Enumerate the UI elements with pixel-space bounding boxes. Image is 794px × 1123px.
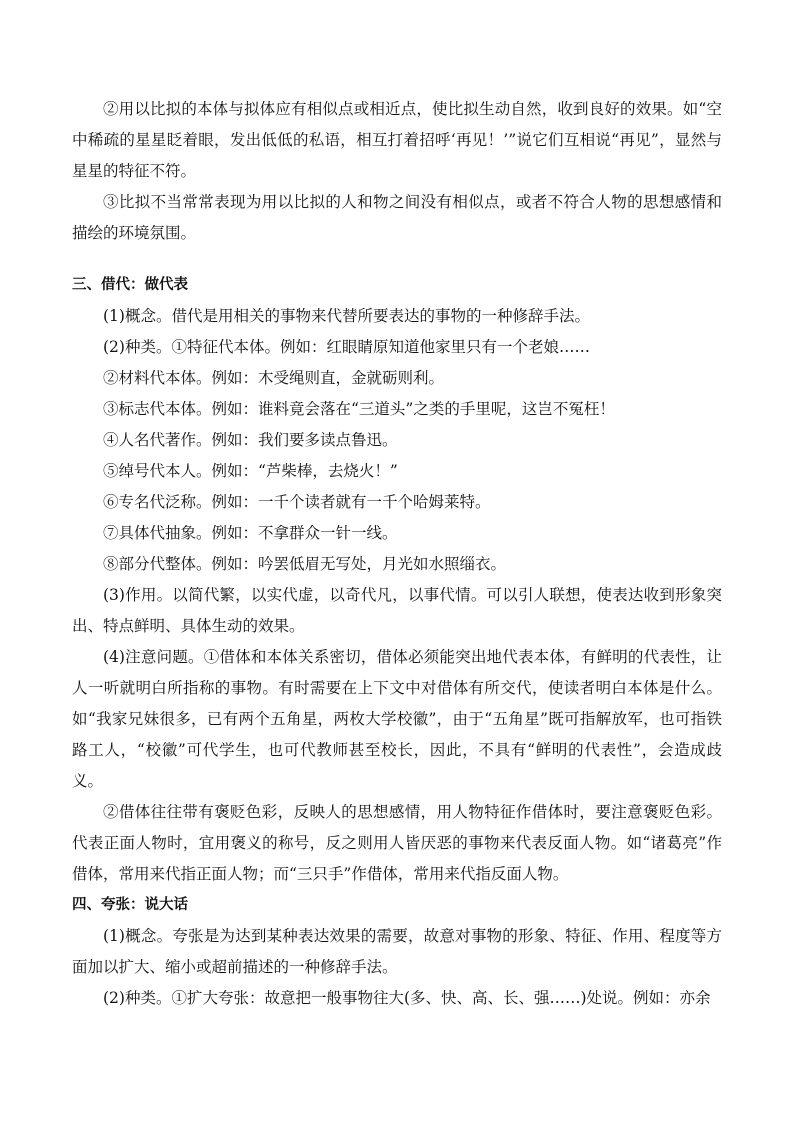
paragraph-analogy-point-2: ②用以比拟的本体与拟体应有相似点或相近点，使比拟生动自然，收到良好的效果。如“空中稀疏的星星眨着眼，发出低低的私语，相互打着招呼‘再见！’”说它们互相说“再见”，显然与星星的特征不符。 bbox=[72, 100, 722, 180]
paragraph-metonymy-caution-1: (4)注意问题。①借体和本体关系密切，借体必须能突出地代表本体，有鲜明的代表性，让人一听就明白所指称的事物。有时需要在上下文中对借体有所交代，使读者明白本体是什么。如“我家兄妹很多，已有两个五角星，两枚大学校徽”，由于“五角星”既可指解放军，也可指铁路工人，“校徽”可代学生，也可代教师甚至校长，因此，不具有“鲜明的代表性”，会造成歧义。 bbox=[72, 648, 722, 790]
paragraph-metonymy-type-8: ⑧部分代整体。例如：吟罢低眉无写处，月光如水照缁衣。 bbox=[103, 555, 507, 573]
paragraph-metonymy-type-3: ③标志代本体。例如：谁料竟会落在“三道头”之类的手里呢，这岂不冤枉！ bbox=[103, 400, 615, 418]
paragraph-metonymy-type-1: (2)种类。①特征代本体。例如：红眼睛原知道他家里只有一个老娘…… bbox=[103, 338, 590, 356]
paragraph-metonymy-type-6: ⑥专名代泛称。例如：一千个读者就有一千个哈姆莱特。 bbox=[103, 493, 491, 511]
paragraph-metonymy-effect: (3)作用。以简代繁，以实代虚，以奇代凡，以事代情。可以引人联想，使表达收到形象突出、特点鲜明、具体生动的效果。 bbox=[72, 586, 722, 635]
section-spacer bbox=[72, 249, 722, 270]
document-page bbox=[72, 94, 722, 1014]
paragraph-metonymy-type-2: ②材料代本体。例如：木受绳则直，金就砺则利。 bbox=[103, 369, 445, 387]
paragraph-metonymy-type-4: ④人名代著作。例如：我们要多读点鲁迅。 bbox=[103, 431, 398, 449]
section-heading-hyperbole: 四、夸张：说大话 bbox=[72, 897, 188, 913]
paragraph-hyperbole-concept: (1)概念。夸张是为达到某种表达效果的需要，故意对事物的形象、特征、作用、程度等方面加以扩大、缩小或超前描述的一种修辞手法。 bbox=[72, 927, 722, 976]
section-heading-metonymy: 三、借代：做代表 bbox=[72, 277, 188, 293]
paragraph-metonymy-type-7: ⑦具体代抽象。例如：不拿群众一针一线。 bbox=[103, 524, 398, 542]
paragraph-analogy-point-3: ③比拟不当常常表现为用以比拟的人和物之间没有相似点，或者不符合人物的思想感情和描绘的环境氛围。 bbox=[72, 193, 722, 242]
paragraph-hyperbole-types: (2)种类。①扩大夸张：故意把一般事物往大(多、快、高、长、强……)处说。例如：亦余 bbox=[103, 989, 711, 1007]
paragraph-metonymy-concept: (1)概念。借代是用相关的事物来代替所要表达的事物的一种修辞手法。 bbox=[103, 307, 590, 325]
paragraph-metonymy-caution-2: ②借体往往带有褒贬色彩，反映人的思想感情，用人物特征作借体时，要注意褒贬色彩。代表正面人物时，宜用褒义的称号，反之则用人皆厌恶的事物来代表反面人物。如“诸葛亮”作借体，常用来代指正面人物；而“三只手”作借体，常用来代指反面人物。 bbox=[72, 803, 722, 883]
paragraph-metonymy-type-5: ⑤绰号代本人。例如：“芦柴棒，去烧火！” bbox=[103, 462, 398, 480]
